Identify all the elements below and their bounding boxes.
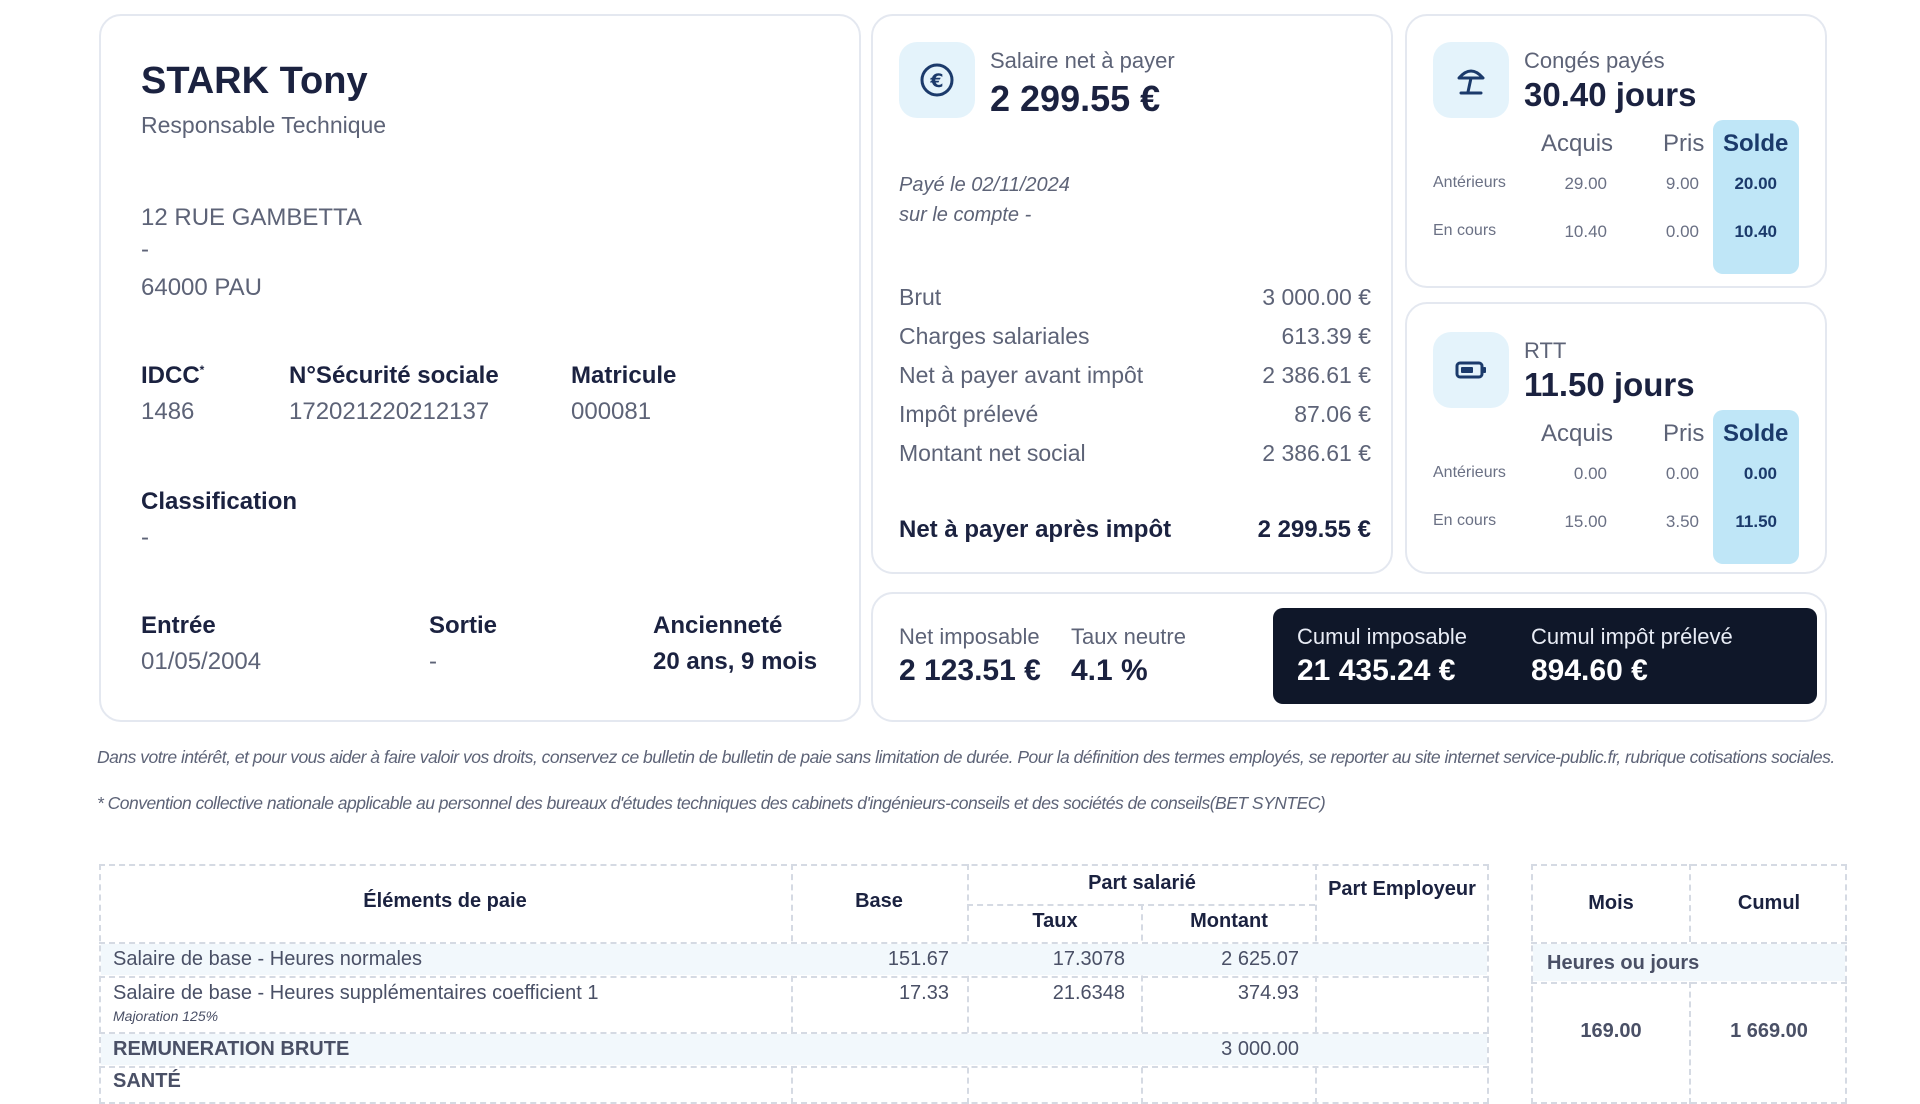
classification-value: - (141, 524, 149, 551)
salary-total-row (899, 516, 1371, 544)
tax-card (871, 592, 1827, 722)
convention-note: * Convention collective nationale applicable au personnel des bureaux d'études techniques des cabinets d'ingénieurs-conseils et des sociétés de conseils(BET SYNTEC) (97, 793, 1326, 813)
salary-card (871, 14, 1393, 574)
employee-name: STARK Tony (141, 60, 368, 102)
conges-row-solde: 10.40 (1734, 222, 1777, 241)
header-part-employeur: Part Employeur (1328, 878, 1476, 900)
rtt-row-label: Antérieurs (1433, 464, 1506, 481)
salary-title: Salaire net à payer (990, 48, 1175, 73)
salary-line-label: Montant net social (899, 440, 1086, 466)
beach-umbrella-icon (1433, 42, 1509, 118)
matricule-label: Matricule (571, 362, 677, 389)
header-montant: Montant (1190, 910, 1268, 932)
header-base: Base (855, 890, 903, 912)
cumul-impot-label: Cumul impôt prélevé (1531, 624, 1733, 649)
hours-cumul-value: 1 669.00 (1730, 1020, 1808, 1042)
euro-icon (899, 42, 975, 118)
salary-amount: 2 299.55 € (990, 78, 1161, 119)
conges-title: Congés payés (1524, 48, 1665, 73)
net-imposable-value: 2 123.51 € (899, 654, 1041, 687)
net-imposable-label: Net imposable (899, 624, 1040, 649)
salary-line (899, 284, 1371, 323)
rtt-row-solde: 0.00 (1743, 464, 1777, 483)
cumul-imposable-label: Cumul imposable (1297, 624, 1467, 649)
svg-text:€: € (930, 70, 944, 92)
rtt-row-pris: 0.00 (1665, 464, 1699, 483)
salary-line (899, 362, 1371, 401)
table-divider (1689, 982, 1691, 1104)
employee-role: Responsable Technique (141, 112, 387, 138)
cumul-imposable-value: 21 435.24 € (1297, 654, 1456, 687)
idcc-star: * (199, 363, 205, 377)
salary-line (899, 323, 1371, 362)
next-section-label: SANTÉ (113, 1070, 181, 1092)
hours-header-mois: Mois (1588, 892, 1634, 914)
conges-row-pris: 0.00 (1665, 222, 1699, 241)
header-elements: Éléments de paie (363, 890, 527, 912)
salary-line-label: Net à payer avant impôt (899, 362, 1144, 388)
conges-row-solde: 20.00 (1734, 174, 1777, 193)
table-divider (1315, 864, 1317, 1104)
cumul-impot-value: 894.60 € (1531, 654, 1648, 687)
address-line1: 12 RUE GAMBETTA (141, 204, 362, 231)
matricule-value: 000081 (571, 398, 652, 425)
row-label: Salaire de base - Heures supplémentaires coefficient 1 (113, 982, 599, 1004)
battery-icon (1433, 332, 1509, 408)
secu-value: 172021220212137 (289, 398, 490, 425)
rtt-row-acquis: 0.00 (1573, 464, 1607, 483)
rtt-header-acquis: Acquis (1541, 420, 1614, 447)
rtt-header-pris: Pris (1663, 420, 1705, 447)
rtt-amount: 11.50 jours (1524, 366, 1695, 403)
idcc-value: 1486 (141, 398, 195, 425)
salary-line (899, 440, 1371, 479)
conges-header-solde: Solde (1723, 130, 1789, 157)
salary-line-value: 87.06 € (1294, 401, 1371, 427)
legal-notice: Dans votre intérêt, et pour vous aider à faire valoir vos droits, conservez ce bulletin de bulletin de paie sans limitation de durée. Pour la définition des termes employés, se reporter au site internet service-public.fr, rubrique cotisations sociales. (97, 747, 1835, 767)
hours-mois-value: 169.00 (1580, 1020, 1642, 1042)
header-taux: Taux (1032, 910, 1078, 932)
hours-section-label: Heures ou jours (1547, 952, 1700, 974)
row-montant: 2 625.07 (1221, 948, 1299, 970)
entree-label: Entrée (141, 612, 216, 639)
rtt-title: RTT (1524, 338, 1567, 363)
salary-total-label: Net à payer après impôt (899, 516, 1172, 543)
brute-montant: 3 000.00 (1221, 1038, 1299, 1060)
address-line3: 64000 PAU (141, 274, 262, 301)
rtt-row-label: En cours (1433, 512, 1497, 529)
row-base: 17.33 (898, 982, 949, 1004)
salary-line-value: 2 386.61 € (1262, 440, 1371, 466)
salary-line (899, 401, 1371, 440)
row-taux: 21.6348 (1052, 982, 1125, 1004)
rtt-row-pris: 3.50 (1665, 512, 1699, 531)
conges-header-acquis: Acquis (1541, 130, 1614, 157)
anciennete-label: Ancienneté (653, 612, 783, 639)
row-label: Salaire de base - Heures normales (113, 948, 423, 970)
rtt-card (1405, 302, 1827, 574)
hours-header-cumul: Cumul (1737, 892, 1801, 914)
salary-line-label: Brut (899, 284, 942, 310)
header-part-salarie: Part salarié (1088, 872, 1196, 894)
table-divider (99, 1066, 1489, 1068)
conges-row-label: En cours (1433, 222, 1497, 239)
conges-amount: 30.40 jours (1524, 76, 1697, 113)
classification-label: Classification (141, 488, 298, 515)
salary-line-label: Charges salariales (899, 323, 1090, 349)
conges-card (1405, 14, 1827, 288)
anciennete-value: 20 ans, 9 mois (653, 648, 818, 675)
conges-row-acquis: 10.40 (1564, 222, 1607, 241)
paid-account: sur le compte - (899, 204, 1032, 226)
conges-row-acquis: 29.00 (1564, 174, 1607, 193)
salary-line-value: 613.39 € (1281, 323, 1371, 349)
salary-line-label: Impôt prélevé (899, 401, 1039, 427)
salary-total-value: 2 299.55 € (1257, 516, 1371, 543)
salary-lines (899, 284, 1371, 479)
row-taux: 17.3078 (1052, 948, 1125, 970)
taux-label: Taux neutre (1071, 624, 1186, 649)
salary-line-value: 3 000.00 € (1262, 284, 1371, 310)
taux-value: 4.1 % (1071, 654, 1148, 687)
conges-header-pris: Pris (1663, 130, 1705, 157)
conges-row-label: Antérieurs (1433, 174, 1506, 191)
sortie-value: - (429, 648, 437, 675)
rtt-header-solde: Solde (1723, 420, 1789, 447)
idcc-label-text: IDCC (141, 362, 200, 389)
conges-row-pris: 9.00 (1665, 174, 1699, 193)
row-sublabel: Majoration 125% (113, 1008, 219, 1024)
paid-on: Payé le 02/11/2024 (899, 174, 1070, 196)
rtt-row-solde: 11.50 (1735, 512, 1777, 531)
secu-label: N°Sécurité sociale (289, 362, 499, 389)
table-divider (1531, 982, 1847, 984)
brute-label: REMUNERATION BRUTE (113, 1038, 350, 1060)
row-base: 151.67 (887, 948, 949, 970)
idcc-label (141, 362, 204, 390)
rtt-row-acquis: 15.00 (1564, 512, 1607, 531)
row-montant: 374.93 (1237, 982, 1299, 1004)
address-line2: - (141, 236, 149, 263)
employee-card (99, 14, 861, 722)
cumul-panel (1273, 608, 1817, 704)
entree-value: 01/05/2004 (141, 648, 262, 675)
salary-line-value: 2 386.61 € (1262, 362, 1371, 388)
table-divider (99, 976, 1489, 978)
sortie-label: Sortie (429, 612, 498, 639)
